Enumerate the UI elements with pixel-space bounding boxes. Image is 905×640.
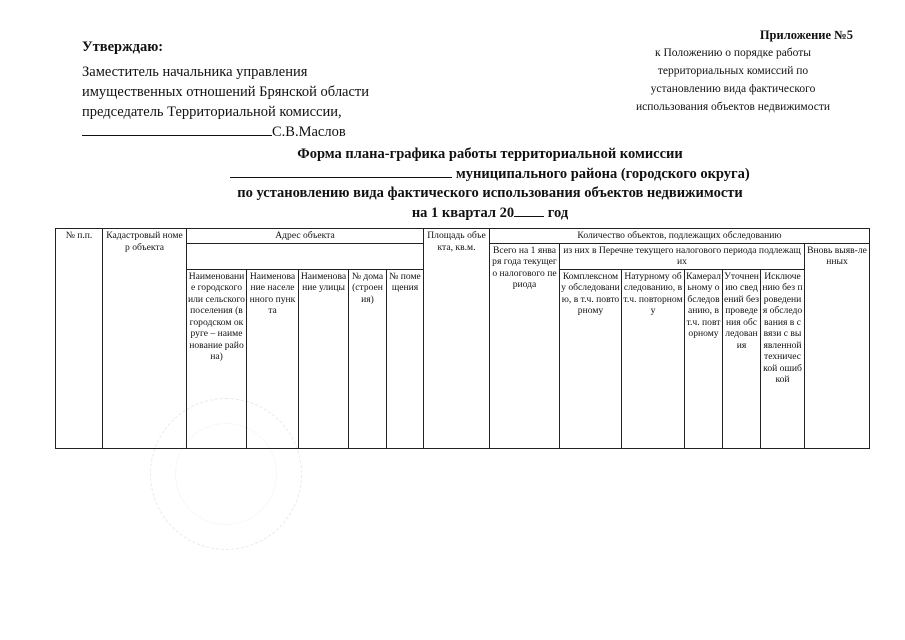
header-addr-room: № помещения (387, 269, 424, 448)
title-line-3: по установлению вида фактического использования объектов недвижимости (237, 185, 743, 201)
header-num: № п.п. (56, 229, 103, 449)
header-count-complex: Комплексному обследованию, в т.ч. повторному (560, 269, 622, 448)
appendix-line: к Положению о порядке работы (655, 47, 811, 59)
header-address: Адрес объекта (187, 229, 424, 244)
appendix-block (593, 28, 853, 116)
header-area: Площадь объекта, кв.м. (424, 229, 490, 449)
signature-blank (82, 122, 272, 136)
header-count-clarify: Уточнению сведений без проведения обследования (723, 269, 761, 448)
appendix-heading: Приложение №5 (759, 28, 853, 42)
document-title (170, 145, 810, 223)
header-addr-house: № дома (строения) (349, 269, 387, 448)
year-blank (514, 203, 544, 217)
signer-name: С.В.Маслов (272, 124, 346, 140)
title-line-2: муниципального района (городского округа) (170, 164, 810, 184)
approval-line: Заместитель начальника управления (82, 64, 308, 80)
header-count-total: Всего на 1 января года текущего налогового периода (490, 243, 560, 448)
header-count-natural: Натурному обследованию, в т.ч. повторному (622, 269, 685, 448)
approval-block (82, 39, 412, 142)
header-count-list: из них в Перечне текущего налогового периода подлежащих (560, 243, 805, 269)
header-count-desk: Камеральному обследованию, в т.ч. повторному (685, 269, 723, 448)
header-cadastral: Кадастровый номер объекта (103, 229, 187, 449)
header-addr-street: Наименование улицы (299, 269, 349, 448)
appendix-line: территориальных комиссий по (657, 65, 809, 77)
header-count-exclude: Исключению без проведения обследования в связи с выявленной технической ошибкой (761, 269, 805, 448)
header-count: Количество объектов, подлежащих обследованию (490, 229, 870, 244)
address-spacer (187, 243, 424, 269)
header-addr-locality: Наименование населенного пункта (247, 269, 299, 448)
approval-line: председатель Территориальной комиссии, (82, 104, 342, 120)
municipality-blank (230, 164, 452, 178)
schedule-table (55, 228, 870, 449)
header-count-new: Вновь выяв-ленных (805, 243, 870, 448)
header-addr-settlement: Наименование городского или сельского поселения (в городском округе – наименование района) (187, 269, 247, 448)
approval-line: имущественных отношений Брянской области (82, 84, 370, 100)
appendix-line: установлению вида фактического (650, 83, 816, 95)
approval-heading: Утверждаю: (82, 39, 164, 55)
signature-line (82, 122, 412, 142)
title-line-4: на 1 квартал 20 год (411, 205, 569, 221)
appendix-line: использования объектов недвижимости (635, 101, 831, 113)
title-line-1: Форма плана-графика работы территориальной комиссии (297, 146, 683, 162)
